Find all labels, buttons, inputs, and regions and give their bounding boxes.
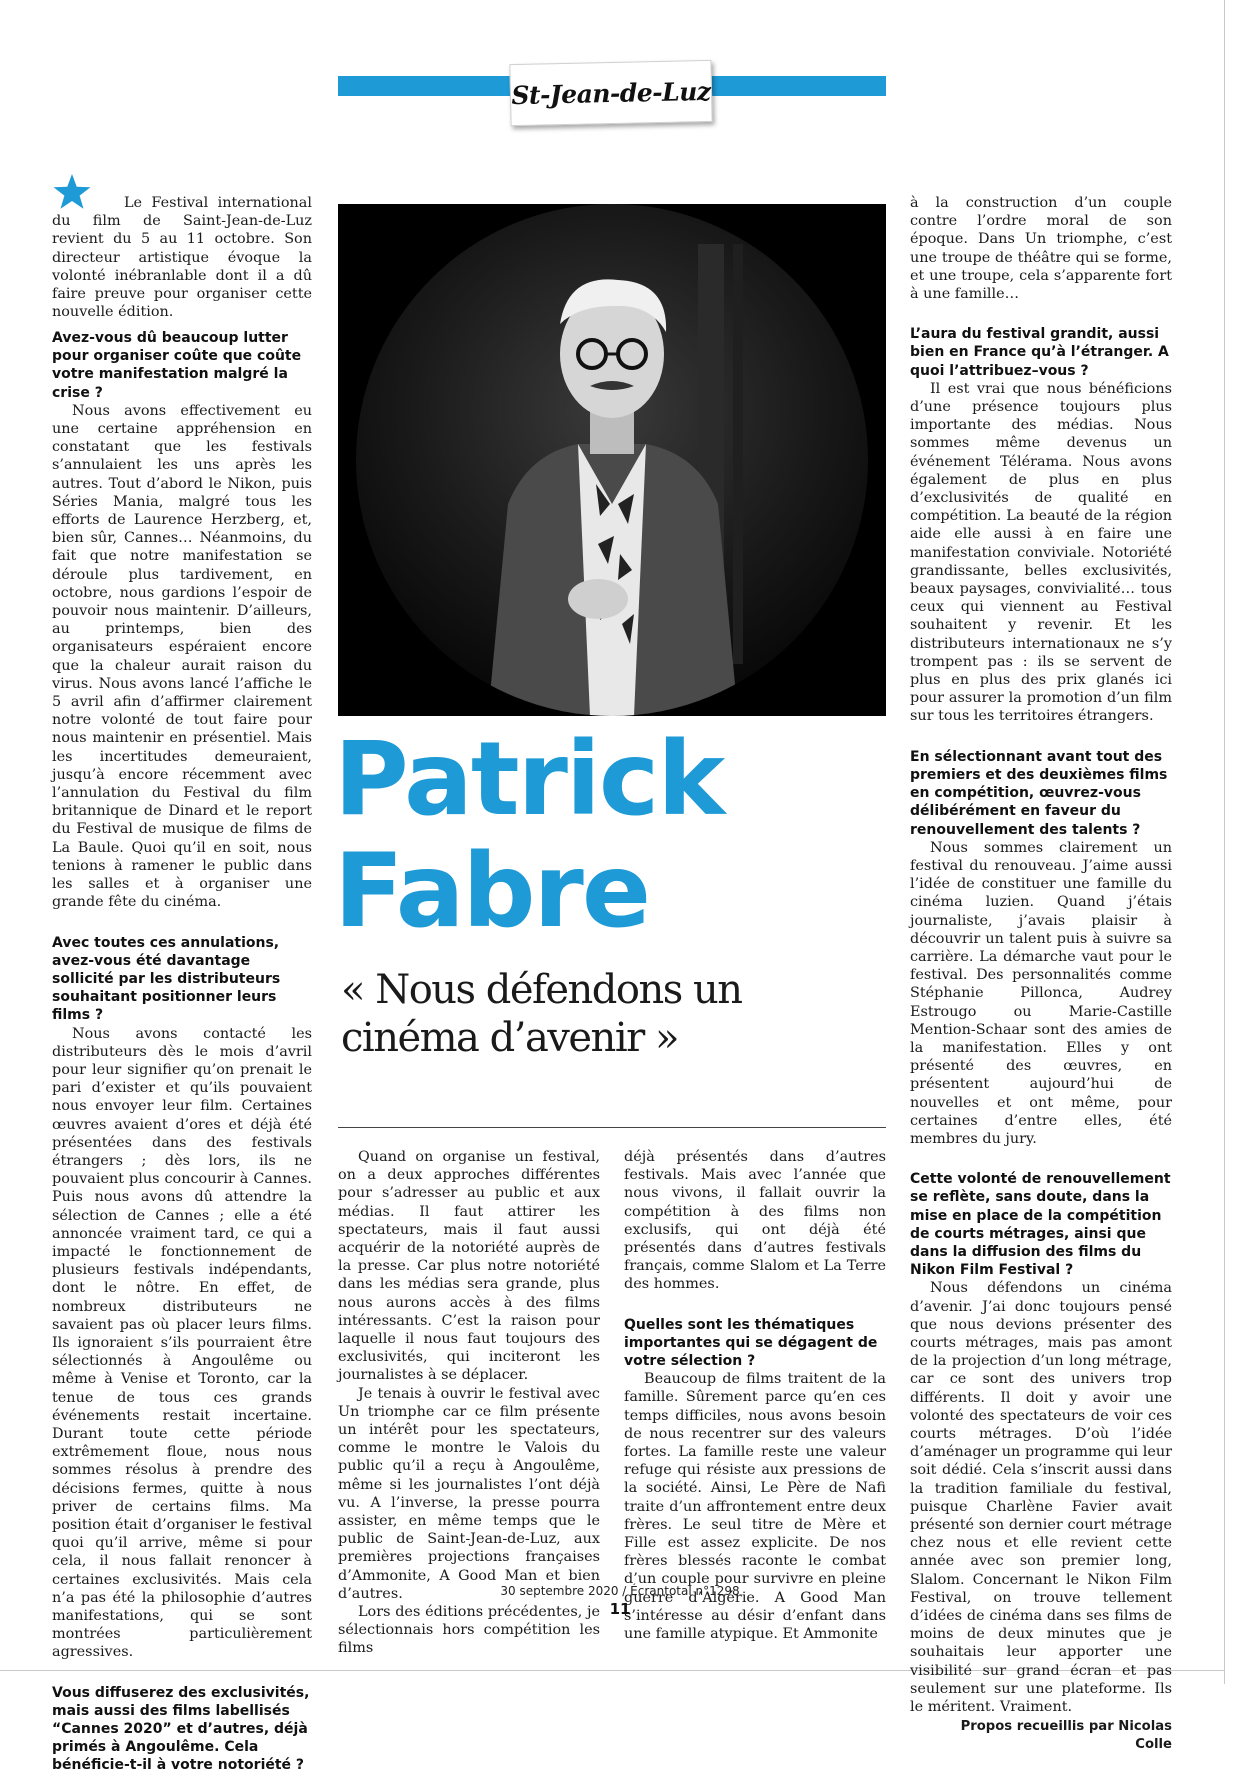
- interview-question: L’aura du festival grandit, aussi bien en France qu’à l’étranger. A quoi l’attribuez–vous ?: [910, 326, 1169, 379]
- answer-paragraph: Il est vrai que nous bénéficions d’une présence toujours plus importante des médias. Nous sommes même devenus un événement Télérama. Nous avons également de plus en plus d’exclusivités de qualité en compétition. La beauté de la région aide elle aussi à en faire une manifestation conviviale. Notoriété grandissante, belles exclusivités, beaux paysages, convivialité… tous ceux qui viennent au Festival souhaitent y revenir. Et les distributeurs internationaux ne s’y trompent pas : ils se servent de plus en plus des prix glanés ici pour assurer la promotion d’un film sur tous les territoires étrangers.: [910, 380, 1172, 725]
- interview-question: Vous diffuserez des exclusivités, mais aussi des films labellisés “Cannes 2020” et d’autres, déjà primés à Angoulême. Cela bénéficie-t-il à votre notoriété ?: [52, 1684, 310, 1774]
- byline: Propos recueillis par Nicolas Colle: [960, 1719, 1172, 1753]
- interview-question: En sélectionnant avant tout des premiers et des deuxièmes films en compétition, œuvrez-vous délibérément en faveur du renouvellement des talents ?: [910, 748, 1168, 838]
- interview-question: Cette volonté de renouvellement se reflète, sans doute, dans la mise en place de la compétition de courts métrages, ainsi que dans la diffusion des films du Nikon Film Festival ?: [910, 1171, 1171, 1279]
- article-column-2: [338, 1148, 600, 1658]
- answer-paragraph: Nous avons contacté les distributeurs dès le mois d’avril pour leur signifier qu’on prenait le pari d’exister et qu’ils pouvaient nous envoyer leur film. Certaines œuvres avaient d’ores et déjà été présentées dans des festivals étrangers ; dès lors, ils ne pouvaient plus concourir à Cannes. Puis nous avons dû attendre la sélection de Cannes ; elle a été annoncée vraiment tard, ce qui a impacté le fonctionnement de plusieurs festivals indépendants, dont le nôtre. En effet, de nombreux distributeurs ne savaient pas où placer leurs films. Ils ignoraient s’ils pourraient être sélectionnés à Angoulême ou même à Venise et Toronto, car la tenue de tous ces grands événements restait incertaine. Durant toute cette période extrêmement floue, nous nous sommes résolus à prendre des décisions fermes, quitte à nous priver de certains films. Ma position était d’organiser le festival quoi qu’il arrive, même si pour cela, il nous fallait renoncer à certaines exclusivités. Mais cela n’a pas été la philosophie d’autres manifestations, qui se sont montrées particulièrement agressives.: [52, 1025, 312, 1661]
- answer-paragraph: Je tenais à ouvrir le festival avec Un triomphe car ce film présente un intérêt pour les spectateurs, comme le montre le Valois du public qu’il a reçu à Angoulême, même si les journalistes l’ont déjà vu. A l’inverse, la presse pourra assister, en même temps que le public de Saint-Jean-de-Luz, aux premières projections françaises d’Ammonite, A Good Man et bien d’autres.: [338, 1385, 600, 1602]
- article-column-4: [910, 194, 1172, 1755]
- answer-paragraph: Quand on organise un festival, on a deux approches différentes pour s’adresser au public et aux médias. Il faut attirer les spectateurs, mais il faut aussi acquérir de la notoriété auprès de la presse. Car plus notre notoriété dans les médias sera grande, plus nous aurons accès à des films intéressants. C’est la raison pour laquelle il nous faut toujours des exclusivités, qui inciteront les journalistes à se déplacer.: [338, 1149, 600, 1384]
- interview-question: Avec toutes ces annulations, avez-vous été davantage sollicité par les distributeurs souhaitant positionner leurs films ?: [52, 934, 281, 1024]
- page-border-right: [1224, 0, 1225, 1684]
- article-column-3: [624, 1148, 886, 1643]
- answer-paragraph: Lors des éditions précédentes, je sélectionnais hors compétition les films: [338, 1604, 600, 1657]
- section-label: St-Jean-de-Luz: [511, 76, 711, 110]
- interview-question: Avez-vous dû beaucoup lutter pour organiser coûte que coûte votre manifestation malgré la crise ?: [52, 330, 302, 401]
- answer-paragraph: Nous avons effectivement eu une certaine appréhension en constatant que les festivals s’annulaient les uns après les autres. Tout d’abord le Nikon, puis Séries Mania, malgré tous les efforts de Laurence Herzberg, et, bien sûr, Cannes… Néanmoins, du fait que notre manifestation se déroule plus tardivement, en octobre, nous gardions l’espoir de pouvoir nous maintenir. D’ailleurs, au printemps, bien des organisateurs espéraient encore que la chaleur aurait raison du virus. Nous avons lancé l’affiche le 5 avril afin d’affirmer clairement notre volonté de tout faire pour nous maintenir en présentiel. Mais les incertitudes demeuraient, jusqu’à encore récemment avec l’annulation du Festival du film britannique de Dinard et le report du Festival de musique de films de La Baule. Quoi qu’il en soit, nous tenions à ramener le public dans les salles et à organiser une grande fête du cinéma.: [52, 402, 312, 911]
- headline-rule: [338, 1127, 886, 1128]
- answer-paragraph: Nous défendons un cinéma d’avenir. J’ai donc toujours pensé que nous devions présenter des courts métrages, mais pas amont de la projection d’un long métrage, car ce sont des univers trop différents. Il doit y avoir une volonté des spectateurs de voir ces courts métrages. D’où l’idée d’aménager un programme qui leur soit dédié. Cela s’inscrit aussi dans la tradition familiale du festival, puisque Charlène Favier avait présenté son dernier court métrage chez nous et elle revient cette année avec son premier long, Slalom. Concernant le Nikon Film Festival, on trouve tellement d’idées de cinéma dans ses films de moins de deux minutes que je souhaitais leur apporter une visibilité sur grand écran et pas seulement sur une plateforme. Ils le méritent. Vraiment.: [910, 1280, 1172, 1716]
- intro-text: Le Festival international du film de Saint-Jean-de-Luz revient du 5 au 11 octobre. Son directeur artistique évoque la volonté inébranlable dont il a dû faire preuve pour organiser cette nouvelle édition.: [52, 195, 312, 321]
- headline-first-name: Patrick: [334, 720, 724, 839]
- answer-paragraph: déjà présentés dans d’autres festivals. Mais avec l’année que nous vivons, il fallait ouvrir la compétition à des films non exclusifs, qui ont déjà été présentés dans d’autres festivals français, comme Slalom et La Terre des hommes.: [624, 1149, 886, 1293]
- answer-paragraph: Nous sommes clairement un festival du renouveau. J’aime aussi l’idée de constituer une famille du cinéma luzien. Quand j’étais journaliste, j’avais plaisir à découvrir un talent puis à suivre sa carrière. La démarche vaut pour le festival. Des personnalités comme Stéphanie Pillonca, Audrey Estrougo ou Marie-Castille Mention-Schaar sont des amies de la manifestation. Elles y ont présenté des œuvres, en présentent aujourd’hui de nouvelles et ont même, pour certaines d’entre elles, été membres du jury.: [910, 839, 1172, 1147]
- interview-question: Quelles sont les thématiques importantes qui se dégagent de votre sélection ?: [624, 1316, 878, 1370]
- portrait-photo: [338, 204, 886, 716]
- page-number: 11: [609, 1600, 631, 1618]
- pull-quote: « Nous défendons un cinéma d’avenir »: [341, 967, 742, 1061]
- headline-last-name: Fabre: [334, 832, 650, 951]
- footer-date-issue: 30 septembre 2020 / Écrantotal n°1298: [500, 1584, 740, 1598]
- headline-name: [334, 720, 724, 951]
- article-column-1: [52, 329, 312, 1775]
- answer-paragraph: à la construction d’un couple contre l’ordre moral de son époque. Dans Un triomphe, c’est une troupe de théâtre qui se forme, et une troupe, cela s’apparente fort à une famille…: [910, 195, 1172, 303]
- section-tag: [509, 60, 712, 126]
- answer-paragraph: Beaucoup de films traitent de la famille. Sûrement parce qu’en ces temps difficiles, nous avons besoin de nous recentrer sur des valeurs fortes. La famille reste une valeur refuge qui résiste aux pressions de la société. Ainsi, Le Père de Nafi traite d’un affrontement entre deux frères. Le seul titre de Mère et Fille est assez explicite. De nos frères blessés raconte le combat d’un couple pour survivre en pleine guerre d’Algérie. A Good Man s’intéresse au désir d’enfant dans une famille atypique. Et Ammonite: [624, 1371, 886, 1643]
